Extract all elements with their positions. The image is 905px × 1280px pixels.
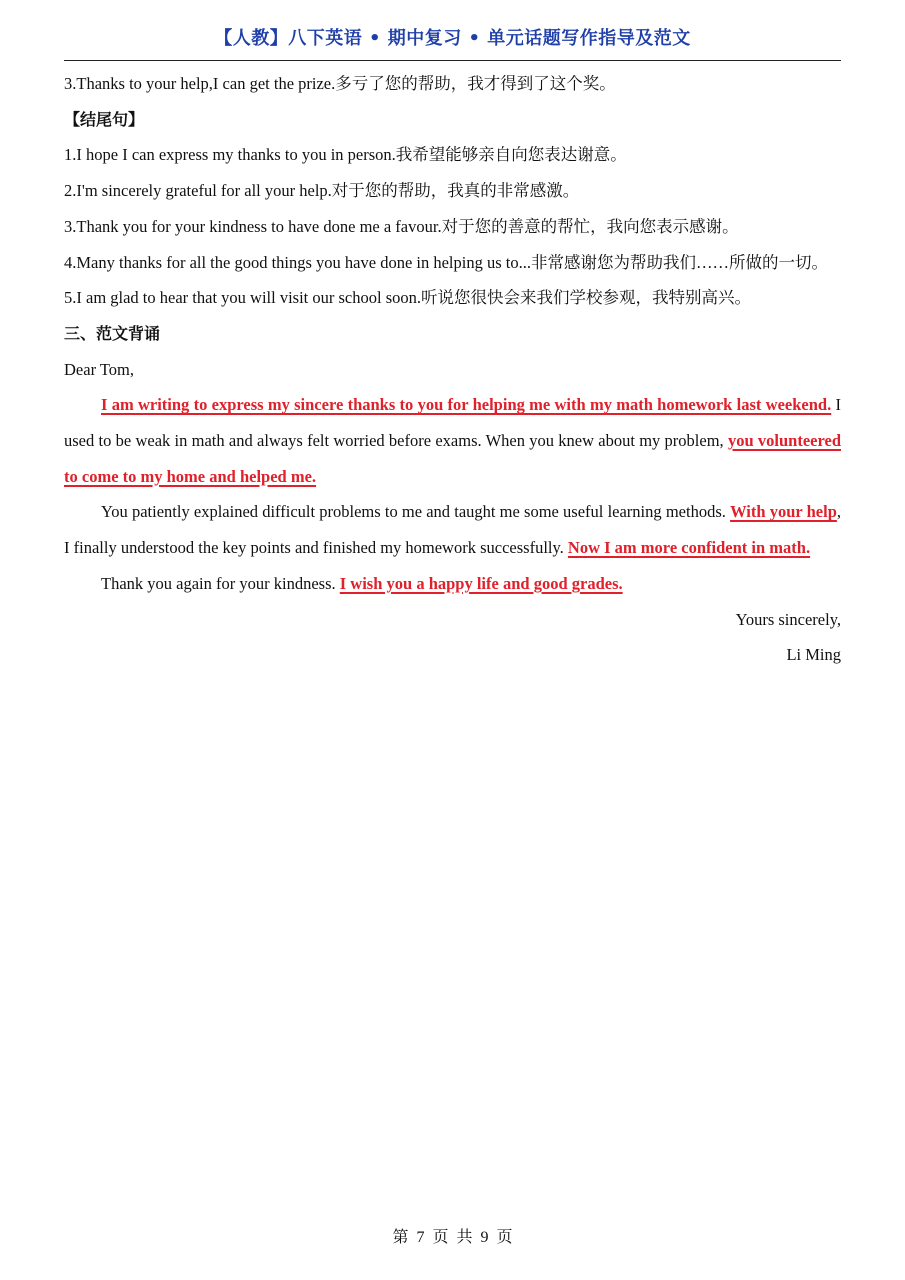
header-divider (64, 60, 841, 61)
highlighted-phrase: With your help (730, 502, 837, 522)
list-item: 5.I am glad to hear that you will visit our school soon.听说您很快会来我们学校参观，我特别高兴。 (64, 288, 751, 308)
letter-paragraph-1 (64, 387, 841, 494)
highlighted-sentence: you volunteered to come to my home and helped me. (64, 431, 842, 486)
page-content (64, 66, 841, 673)
letter-paragraph-2 (64, 494, 841, 565)
letter-signature: Li Ming (786, 645, 841, 665)
highlighted-sentence: Now I am more confident in math. (567, 538, 811, 558)
list-item: 3.Thanks to your help,I can get the prize.多亏了您的帮助，我才得到了这个奖。 (64, 74, 616, 93)
paragraph-text: I used to be weak in math and always felt worried before exams. When you knew about my problem, (64, 395, 841, 451)
highlighted-sentence: I am writing to express my sincere thanks to you for helping me with my math homework last weekend. (101, 395, 832, 415)
list-item: 3.Thank you for your kindness to have done me a favour.对于您的善意的帮忙，我向您表示感谢。 (64, 216, 739, 236)
list-item: 2.I'm sincerely grateful for all your help.对于您的帮助，我真的非常感激。 (64, 181, 580, 201)
paragraph-text: , I finally understood the key points and finished my homework successfully. (64, 502, 841, 558)
list-item: 1.I hope I can express my thanks to you in person.我希望能够亲自向您表达谢意。 (64, 145, 627, 165)
list-item: 4.Many thanks for all the good things you have done in helping us to...非常感谢您为帮助我们……所做的一切。 (64, 252, 828, 272)
letter-greeting: Dear Tom, (64, 359, 135, 379)
letter-sign-off: Yours sincerely, (735, 609, 841, 629)
letter-paragraph-3 (64, 566, 841, 602)
paragraph-text: You patiently explained difficult problems to me and taught me some useful learning methods. (101, 502, 731, 522)
page-number: 第 7 页 共 9 页 (392, 1229, 513, 1246)
document-header-title: 【人教】八下英语 • 期中复习 • 单元话题写作指导及范文 (214, 28, 691, 49)
section-heading-model-essay: 三、范文背诵 (64, 323, 161, 343)
paragraph-text: Thank you again for your kindness. (101, 573, 340, 593)
section-heading-closing-sentences: 【结尾句】 (64, 109, 145, 129)
highlighted-sentence: I wish you a happy life and good grades. (339, 573, 623, 593)
